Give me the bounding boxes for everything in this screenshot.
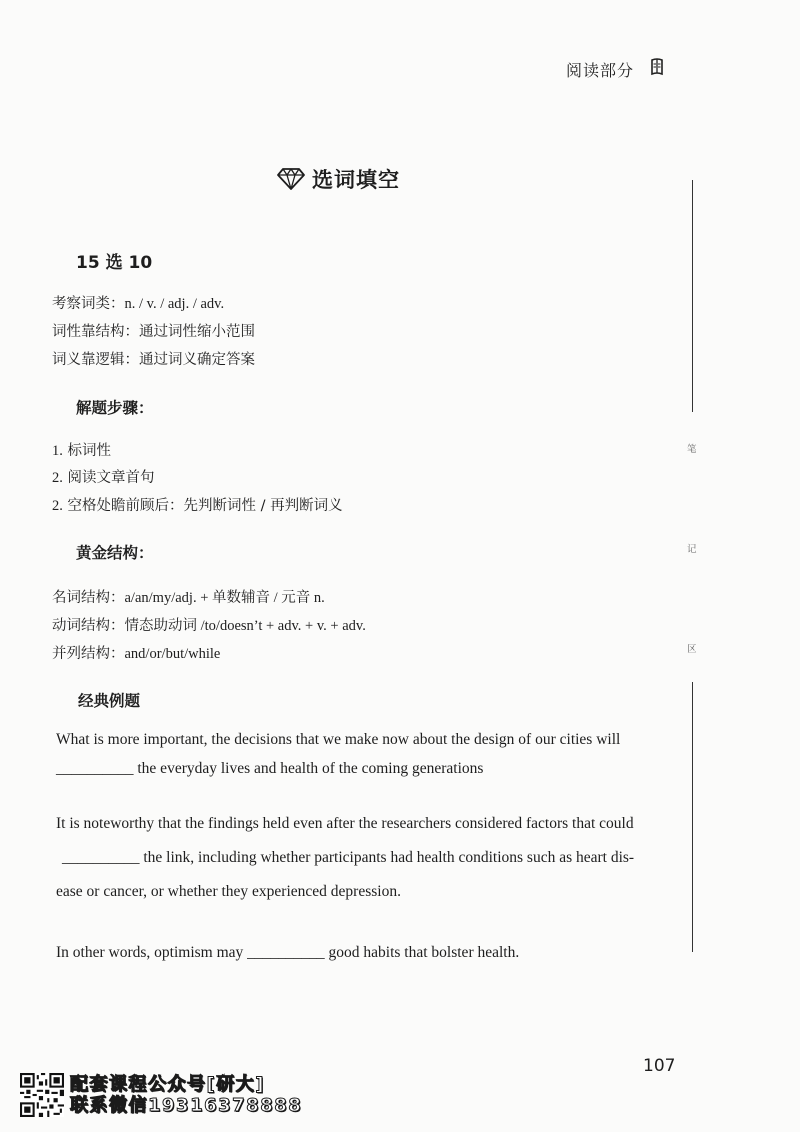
watermark-line: 配套课程公众号[研大] xyxy=(70,1074,265,1095)
note-area-char: 记 xyxy=(687,544,697,555)
qr-code-icon xyxy=(20,1073,64,1117)
note-area-rule-bottom xyxy=(692,682,693,952)
header-section-title: 阅读部分 xyxy=(566,61,635,80)
note-area-char: 笔 xyxy=(687,444,697,455)
section-line: 词义靠逻辑：通过词义确定答案 xyxy=(52,352,255,368)
step-item: 2. 空格处瞻前顾后：先判断词性 / 再判断词义 xyxy=(52,498,343,514)
example-sentence: __________ the link, including whether participants had health conditions such as heart dis- xyxy=(62,849,635,866)
golden-item: 动词结构：情态助动词 /to/doesn’t + adv. + v. + adv. xyxy=(52,618,366,634)
page-number: 107 xyxy=(643,1056,676,1076)
examples-heading: 经典例题 xyxy=(78,692,141,710)
step-item: 2. 阅读文章首句 xyxy=(52,470,155,486)
example-sentence: In other words, optimism may __________ good habits that bolster health. xyxy=(56,944,520,961)
golden-item: 名词结构：a/an/my/adj. + 单数辅音 / 元音 n. xyxy=(52,590,325,606)
steps-heading: 解题步骤： xyxy=(76,399,154,417)
golden-heading: 黄金结构： xyxy=(76,544,154,562)
watermark xyxy=(20,1073,302,1117)
section-line: 考察词类：n. / v. / adj. / adv. xyxy=(52,296,225,312)
golden-item: 并列结构：and/or/but/while xyxy=(52,646,221,662)
diamond-icon xyxy=(276,167,306,191)
title-text: 选词填空 xyxy=(312,168,400,192)
note-area-rule-top xyxy=(692,180,693,412)
section-line: 词性靠结构：通过词性缩小范围 xyxy=(52,324,255,340)
note-area-char: 区 xyxy=(687,644,697,655)
book-icon xyxy=(650,58,664,76)
example-sentence: It is noteworthy that the findings held even after the researchers considered factors that could xyxy=(56,815,634,832)
example-sentence: __________ the everyday lives and health of the coming generations xyxy=(56,760,484,777)
step-item: 1. 标词性 xyxy=(52,443,111,459)
section-heading: 15 选 10 xyxy=(76,253,153,273)
page-title xyxy=(276,164,400,194)
watermark-line: 联系微信19316378888 xyxy=(70,1095,303,1116)
example-sentence: What is more important, the decisions that we make now about the design of our cities will xyxy=(56,731,621,748)
example-sentence: ease or cancer, or whether they experienced depression. xyxy=(56,883,401,900)
